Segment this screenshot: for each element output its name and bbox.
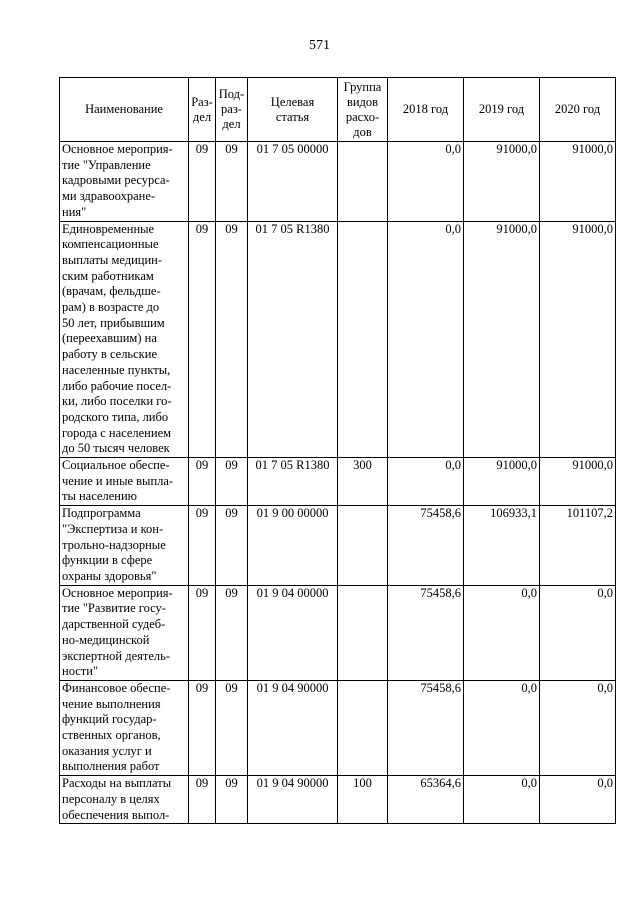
row-subsection-cell: 09 <box>216 458 248 506</box>
header-subsection: Под- раз- дел <box>216 78 248 142</box>
row-year-2019-cell: 106933,1 <box>464 506 540 586</box>
row-target-article-cell: 01 7 05 00000 <box>248 142 338 222</box>
row-subsection-cell: 09 <box>216 776 248 824</box>
row-year-2020-cell: 91000,0 <box>540 221 616 458</box>
row-year-2018-cell: 0,0 <box>388 458 464 506</box>
row-target-article-cell: 01 7 05 R1380 <box>248 221 338 458</box>
row-section-cell: 09 <box>189 458 216 506</box>
row-year-2020-cell: 91000,0 <box>540 458 616 506</box>
table-row <box>60 458 616 506</box>
row-name-cell: Социальное обеспе- чение и иные выпла- ты населению <box>60 458 189 506</box>
row-year-2019-cell: 91000,0 <box>464 221 540 458</box>
row-year-2018-cell: 0,0 <box>388 221 464 458</box>
row-name-cell: Единовременные компенсационные выплаты медицин- ским работникам (врачам, фельдше- рам) в возрасте до 50 лет, прибывшим (переехавшим) на работу в сельские населенные пункты, либо рабочие посел- ки, либо поселки го- родского типа, либо города с населением до 50 тысяч человек <box>60 221 189 458</box>
row-subsection-cell: 09 <box>216 221 248 458</box>
header-year-2019: 2019 год <box>464 78 540 142</box>
row-target-article-cell: 01 9 04 90000 <box>248 776 338 824</box>
header-year-2020: 2020 год <box>540 78 616 142</box>
row-name-cell: Основное мероприя- тие "Развитие госу- дарственной судеб- но-медицинской экспертной деятель- ности" <box>60 585 189 680</box>
row-section-cell: 09 <box>189 506 216 586</box>
row-expense-group-cell <box>338 585 388 680</box>
header-year-2018: 2018 год <box>388 78 464 142</box>
row-name-cell: Основное мероприя- тие "Управление кадровыми ресурса- ми здравоохране- ния" <box>60 142 189 222</box>
row-year-2019-cell: 91000,0 <box>464 458 540 506</box>
row-section-cell: 09 <box>189 585 216 680</box>
row-expense-group-cell <box>338 680 388 775</box>
header-section: Раз- дел <box>189 78 216 142</box>
row-name-cell: Подпрограмма "Экспертиза и кон- трольно-надзорные функции в сфере охраны здоровья" <box>60 506 189 586</box>
row-section-cell: 09 <box>189 221 216 458</box>
row-subsection-cell: 09 <box>216 142 248 222</box>
row-year-2020-cell: 0,0 <box>540 680 616 775</box>
row-name-cell: Расходы на выплаты персоналу в целях обеспечения выпол- <box>60 776 189 824</box>
table-row <box>60 776 616 824</box>
table-row <box>60 506 616 586</box>
row-year-2018-cell: 65364,6 <box>388 776 464 824</box>
table-header-row <box>60 78 616 142</box>
row-year-2018-cell: 0,0 <box>388 142 464 222</box>
row-year-2020-cell: 91000,0 <box>540 142 616 222</box>
row-year-2020-cell: 0,0 <box>540 585 616 680</box>
header-name: Наименование <box>60 78 189 142</box>
row-target-article-cell: 01 7 05 R1380 <box>248 458 338 506</box>
header-target-article: Целевая статья <box>248 78 338 142</box>
table-row <box>60 585 616 680</box>
row-name-cell: Финансовое обеспе- чение выполнения функций государ- ственных органов, оказания услуг и выполнения работ <box>60 680 189 775</box>
row-section-cell: 09 <box>189 142 216 222</box>
row-expense-group-cell <box>338 506 388 586</box>
row-subsection-cell: 09 <box>216 585 248 680</box>
row-year-2019-cell: 0,0 <box>464 585 540 680</box>
row-target-article-cell: 01 9 04 00000 <box>248 585 338 680</box>
table-row <box>60 221 616 458</box>
row-year-2020-cell: 101107,2 <box>540 506 616 586</box>
row-target-article-cell: 01 9 04 90000 <box>248 680 338 775</box>
table-row <box>60 680 616 775</box>
page-number: 571 <box>309 38 330 53</box>
row-expense-group-cell <box>338 221 388 458</box>
row-section-cell: 09 <box>189 680 216 775</box>
row-year-2019-cell: 0,0 <box>464 776 540 824</box>
row-year-2018-cell: 75458,6 <box>388 680 464 775</box>
row-year-2018-cell: 75458,6 <box>388 506 464 586</box>
table-row <box>60 142 616 222</box>
budget-table <box>59 77 616 824</box>
row-target-article-cell: 01 9 00 00000 <box>248 506 338 586</box>
header-expense-group: Группа видов расхо- дов <box>338 78 388 142</box>
row-expense-group-cell <box>338 142 388 222</box>
row-section-cell: 09 <box>189 776 216 824</box>
row-year-2019-cell: 0,0 <box>464 680 540 775</box>
row-subsection-cell: 09 <box>216 506 248 586</box>
row-expense-group-cell: 100 <box>338 776 388 824</box>
row-year-2019-cell: 91000,0 <box>464 142 540 222</box>
row-year-2020-cell: 0,0 <box>540 776 616 824</box>
row-year-2018-cell: 75458,6 <box>388 585 464 680</box>
row-expense-group-cell: 300 <box>338 458 388 506</box>
row-subsection-cell: 09 <box>216 680 248 775</box>
